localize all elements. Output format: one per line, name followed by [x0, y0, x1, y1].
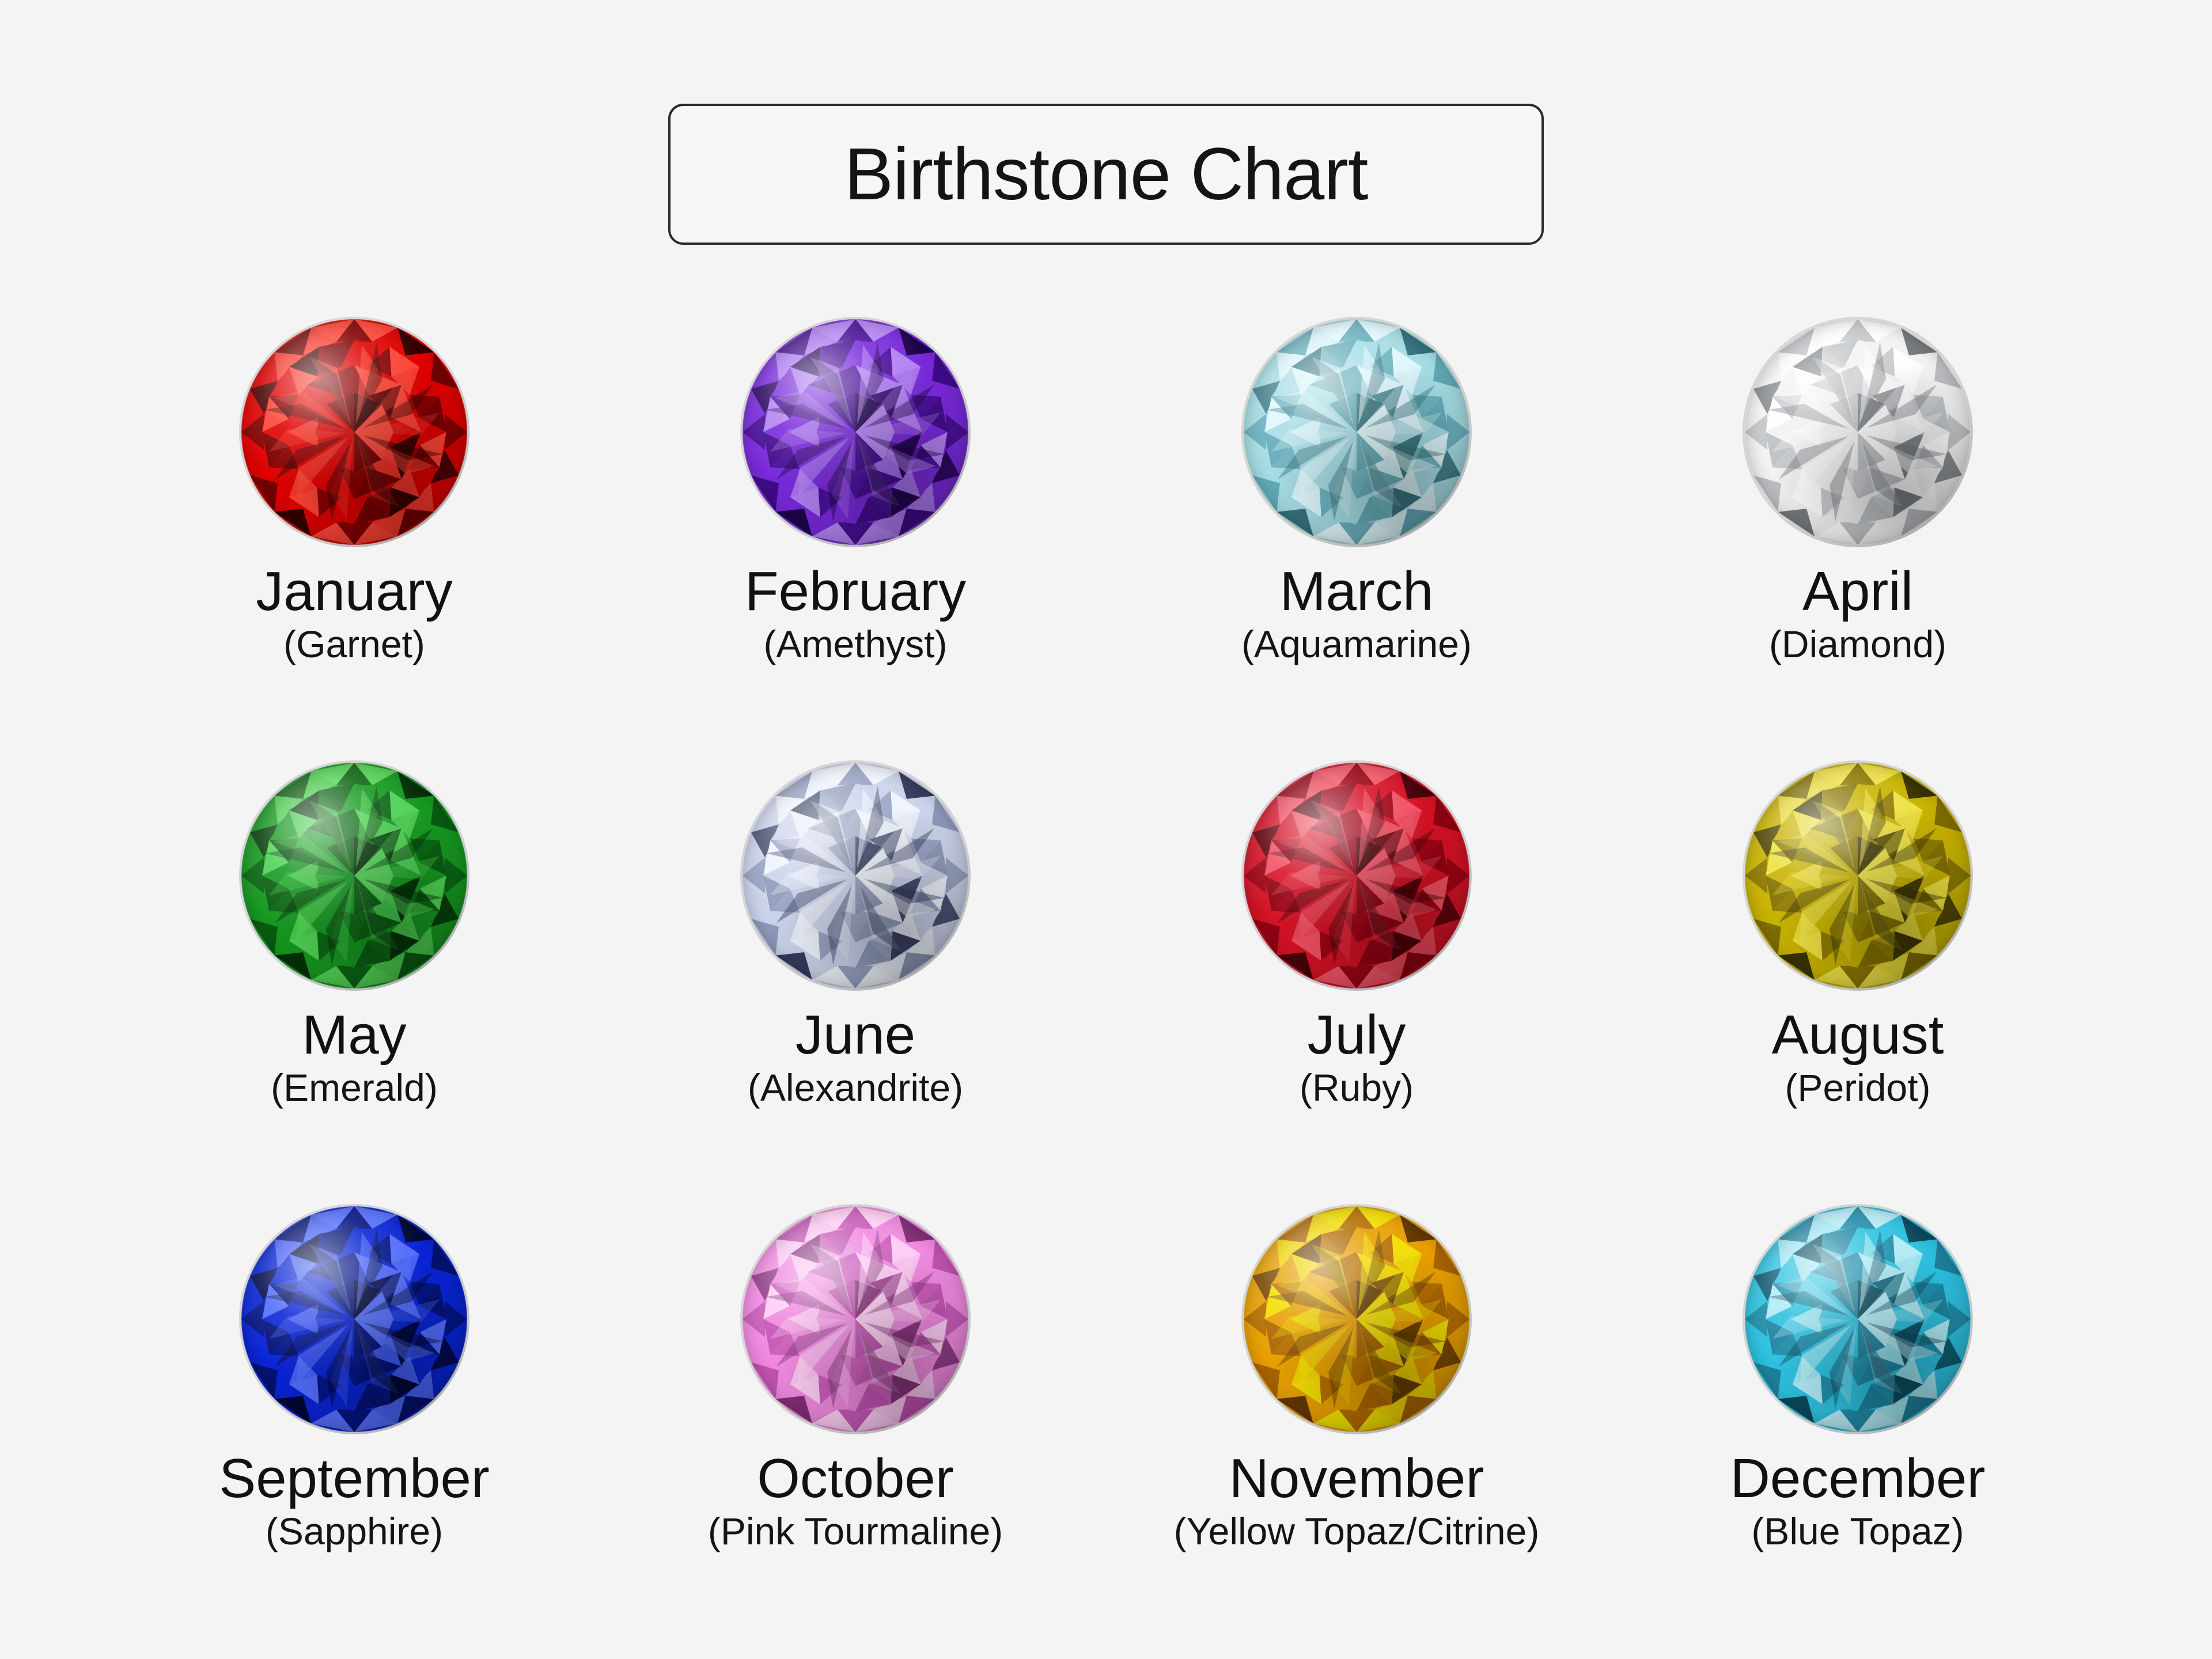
stone-label: (Blue Topaz) — [1751, 1509, 1964, 1552]
sapphire-gem[interactable] — [239, 1204, 469, 1434]
aquamarine-gem[interactable] — [1241, 317, 1472, 547]
ruby-gem[interactable] — [1241, 760, 1472, 991]
peridot-gem[interactable] — [1743, 760, 1973, 991]
pink-tourmaline-gem[interactable] — [740, 1204, 971, 1434]
stone-label: (Diamond) — [1768, 622, 1947, 665]
month-label: July — [1307, 1004, 1406, 1066]
birthstone-cell — [1106, 311, 1607, 755]
month-label: February — [744, 560, 967, 622]
stone-label: (Yellow Topaz/Citrine) — [1173, 1509, 1540, 1552]
birthstone-cell — [605, 755, 1106, 1198]
month-label: May — [302, 1004, 407, 1066]
month-label: September — [219, 1448, 490, 1509]
birthstone-cell — [1607, 311, 2108, 755]
birthstone-cell — [104, 311, 605, 755]
gem-slot — [233, 1198, 475, 1440]
alexandrite-gem[interactable] — [740, 760, 971, 991]
birthstone-grid — [104, 311, 2108, 1642]
emerald-gem[interactable] — [239, 760, 469, 991]
birthstone-cell — [1607, 1198, 2108, 1642]
stone-label: (Sapphire) — [265, 1509, 444, 1552]
stone-label: (Ruby) — [1299, 1066, 1414, 1109]
gem-slot — [734, 1198, 976, 1440]
gem-slot — [233, 755, 475, 997]
stone-label: (Pink Tourmaline) — [707, 1509, 1003, 1552]
gem-slot — [1236, 1198, 1478, 1440]
month-label: March — [1279, 560, 1434, 622]
diamond-gem[interactable] — [1743, 317, 1973, 547]
gem-slot — [1737, 1198, 1979, 1440]
gem-slot — [1737, 755, 1979, 997]
stone-label: (Emerald) — [271, 1066, 438, 1109]
birthstone-cell — [605, 1198, 1106, 1642]
month-label: April — [1802, 560, 1914, 622]
title-banner — [0, 104, 2212, 245]
birthstone-cell — [104, 755, 605, 1198]
gem-slot — [734, 755, 976, 997]
stone-label: (Amethyst) — [763, 622, 948, 665]
gem-slot — [1236, 311, 1478, 553]
stone-label: (Alexandrite) — [747, 1066, 964, 1109]
gem-slot — [1737, 311, 1979, 553]
garnet-gem[interactable] — [239, 317, 469, 547]
gem-slot — [734, 311, 976, 553]
stone-label: (Peridot) — [1785, 1066, 1931, 1109]
blue-topaz-gem[interactable] — [1743, 1204, 1973, 1434]
month-label: January — [256, 560, 453, 622]
birthstone-cell — [1607, 755, 2108, 1198]
gem-slot — [1236, 755, 1478, 997]
month-label: November — [1229, 1448, 1484, 1509]
month-label: June — [795, 1004, 916, 1066]
month-label: December — [1730, 1448, 1986, 1509]
gem-slot — [233, 311, 475, 553]
month-label: October — [757, 1448, 954, 1509]
page-title: Birthstone Chart — [844, 132, 1368, 215]
stone-label: (Garnet) — [283, 622, 425, 665]
title-box — [668, 104, 1544, 245]
amethyst-gem[interactable] — [740, 317, 971, 547]
month-label: August — [1771, 1004, 1944, 1066]
citrine-gem[interactable] — [1241, 1204, 1472, 1434]
stone-label: (Aquamarine) — [1241, 622, 1472, 665]
birthstone-cell — [1106, 755, 1607, 1198]
birthstone-cell — [605, 311, 1106, 755]
birthstone-cell — [1106, 1198, 1607, 1642]
birthstone-cell — [104, 1198, 605, 1642]
